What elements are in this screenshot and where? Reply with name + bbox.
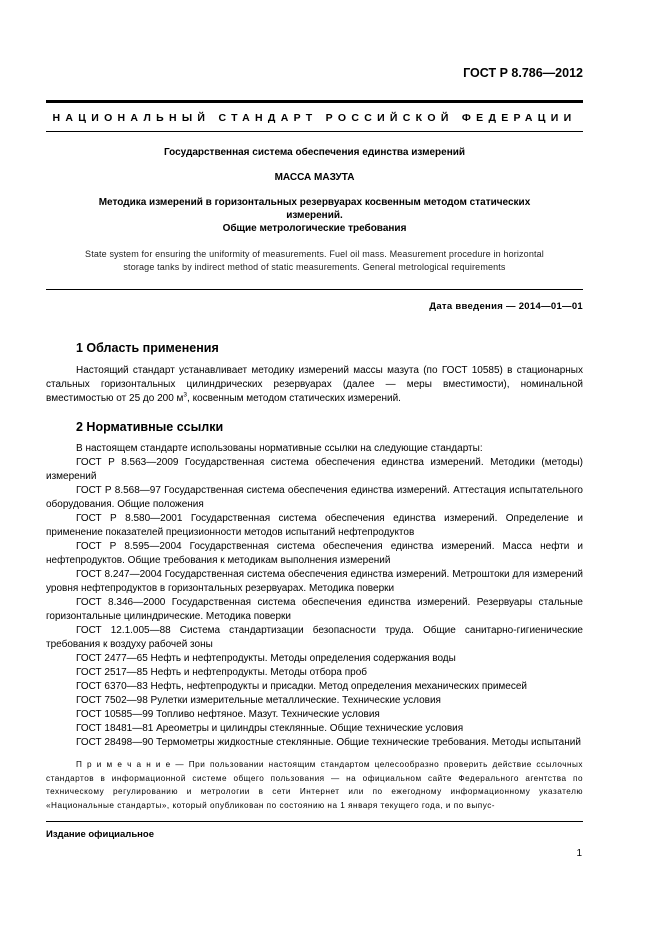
title-subtitle-line: Общие метрологические требования xyxy=(222,223,407,234)
superscript-cubic: 3 xyxy=(183,391,188,399)
note-block xyxy=(46,758,583,812)
page-number: 1 xyxy=(576,848,582,859)
reference-item: ГОСТ 8.346—2000 Государственная система обеспечения единства измерений. Резервуары стальные горизонтальные цилиндрические. Методика поверки xyxy=(46,597,583,622)
reference-item: ГОСТ 2477—65 Нефть и нефтепродукты. Методы определения содержания воды xyxy=(76,653,456,664)
title-english-line: State system for ensuring the uniformity of measurements. Fuel oil mass. Measurement procedure in horizontal xyxy=(85,249,544,259)
title-subtitle-line: измерений. xyxy=(286,210,343,221)
national-standard-banner: НАЦИОНАЛЬНЫЙ СТАНДАРТ РОССИЙСКОЙ ФЕДЕРАЦИИ xyxy=(52,112,577,124)
title-subtitle xyxy=(46,196,583,235)
gost-number: ГОСТ Р 8.786—2012 xyxy=(463,66,583,80)
section2-heading: 2 Нормативные ссылки xyxy=(76,420,224,434)
title-system: Государственная система обеспечения единства измерений xyxy=(163,147,466,158)
reference-item: ГОСТ 10585—99 Топливо нефтяное. Мазут. Технические условия xyxy=(76,709,380,720)
note-text: П р и м е ч а н и е — При пользовании настоящим стандартом целесообразно проверить действие ссылочных стандартов в информационной системе общего пользования — на официальном сайте Федерального агентства по техническому регулированию и метрологии в сети Интернет или по ежегодному информационному указателю «Национальные стандарты», который опубликован по состоянию на 1 января текущего года, и по выпус- xyxy=(46,760,583,810)
reference-item: ГОСТ Р 8.580—2001 Государственная система обеспечения единства измерений. Определение и применение показателей прецизионности методов испытаний нефтепродуктов xyxy=(46,513,583,538)
reference-item: ГОСТ 2517—85 Нефть и нефтепродукты. Методы отбора проб xyxy=(76,667,368,678)
title-english xyxy=(46,248,583,274)
reference-item: ГОСТ 6370—83 Нефть, нефтепродукты и присадки. Метод определения механических примесей xyxy=(76,681,528,692)
header-rule-top xyxy=(46,100,583,103)
title-subtitle-line: Методика измерений в горизонтальных резервуарах косвенным методом статических xyxy=(98,197,531,208)
section2-intro: В настоящем стандарте использованы нормативные ссылки на следующие стандарты: xyxy=(76,443,483,454)
section1-heading: 1 Область применения xyxy=(76,341,219,355)
reference-item: ГОСТ Р 8.595—2004 Государственная система обеспечения единства измерений. Масса нефти и нефтепродуктов. Общие требования к методикам выполнения измерений xyxy=(46,541,583,566)
reference-item: ГОСТ 28498—90 Термометры жидкостные стеклянные. Общие технические требования. Методы испытаний xyxy=(76,737,581,748)
reference-item: ГОСТ 18481—81 Ареометры и цилиндры стеклянные. Общие технические условия xyxy=(76,723,464,734)
reference-item: ГОСТ 8.247—2004 Государственная система обеспечения единства измерений. Метроштоки для измерений уровня нефтепродуктов в горизонтальных резервуарах. Методика поверки xyxy=(46,569,583,594)
section1-body xyxy=(46,364,583,406)
section1-paragraph xyxy=(46,364,583,406)
header-rule-bottom xyxy=(46,131,583,132)
reference-item: ГОСТ 7502—98 Рулетки измерительные металлические. Технические условия xyxy=(76,695,441,706)
section1-text-end: , косвенным методом статических измерений. xyxy=(187,393,401,404)
title-rule xyxy=(46,289,583,290)
title-english-line: storage tanks by indirect method of static measurements. General metrological requirements xyxy=(123,262,506,272)
section2-body xyxy=(46,442,583,750)
introduction-date: Дата введения — 2014—01—01 xyxy=(429,301,583,312)
section1-text: Настоящий стандарт устанавливает методику измерений массы мазута (по ГОСТ 10585) в стационарных стальных горизонтальных цилиндрических резервуарах (далее — меры вместимости), номинальной вместимостью от 25 до 200 м xyxy=(46,365,583,404)
reference-item: ГОСТ Р 8.568—97 Государственная система обеспечения единства измерений. Аттестация испытательного оборудования. Общие положения xyxy=(46,485,583,510)
footer-rule xyxy=(46,821,583,822)
reference-item: ГОСТ 12.1.005—88 Система стандартизации безопасности труда. Общие санитарно-гигиенические требования к воздуху рабочей зоны xyxy=(46,625,583,650)
title-main: МАССА МАЗУТА xyxy=(274,172,355,183)
official-edition-label: Издание официальное xyxy=(46,829,154,840)
reference-item: ГОСТ Р 8.563—2009 Государственная система обеспечения единства измерений. Методики (методы) измерений xyxy=(46,457,583,482)
